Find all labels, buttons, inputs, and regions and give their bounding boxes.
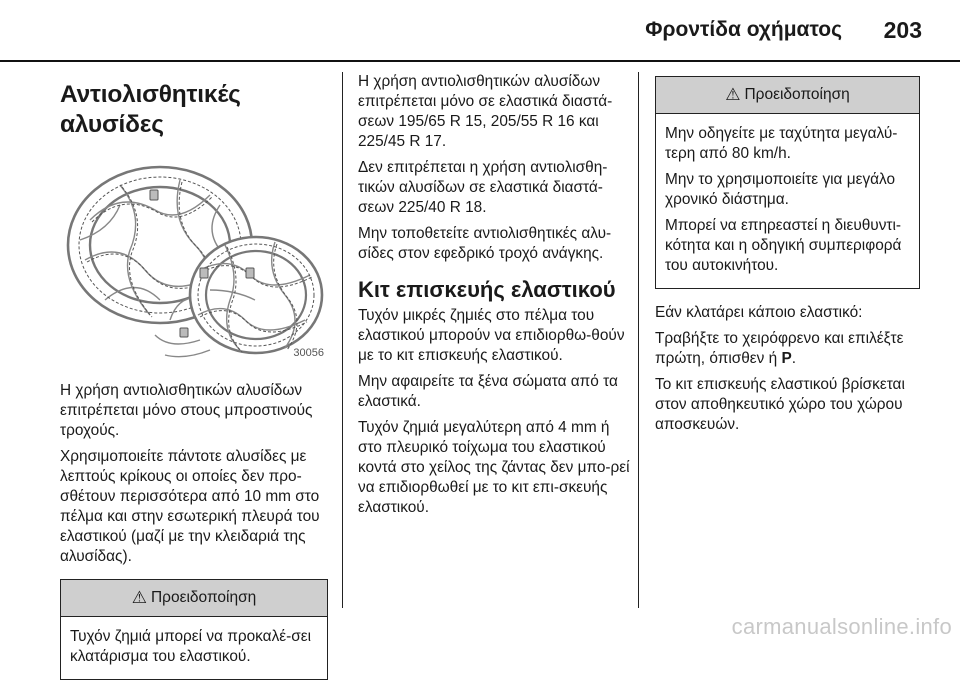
warning-text: Μην το χρησιμοποιείτε για μεγάλο χρονικό διάστημα. xyxy=(665,171,896,208)
paragraph: Τυχόν μικρές ζημιές στο πέλμα του ελαστικού μπορούν να επιδιορθω-θούν με το κιτ επισκευής ελαστικού. xyxy=(358,307,625,364)
paragraph xyxy=(655,329,920,369)
snow-chains-illustration xyxy=(60,150,328,365)
column-1 xyxy=(60,66,328,680)
section-heading-snow-chains: Αντιολισθητικές αλυσίδες xyxy=(60,81,241,138)
paragraph: Δεν επιτρέπεται η χρήση αντιολισθη-τικών αλυσίδων σε ελαστικά διαστά-σεων 225/40 R 18. xyxy=(358,159,608,216)
warning-text: Μπορεί να επηρεαστεί η διευθυντι-κότητα και η οδηγική συμπεριφορά του αυτοκινήτου. xyxy=(665,217,902,274)
paragraph: Μην αφαιρείτε τα ξένα σώματα από τα ελαστικά. xyxy=(358,373,618,410)
header-title: Φροντίδα οχήματος xyxy=(645,18,842,41)
column-3 xyxy=(655,66,920,441)
watermark: carmanualsonline.info xyxy=(731,614,952,639)
warning-text: Τυχόν ζημιά μπορεί να προκαλέ-σει κλατάρισμα του ελαστικού. xyxy=(70,628,312,665)
warning-box xyxy=(655,76,920,289)
paragraph: Χρησιμοποιείτε πάντοτε αλυσίδες με λεπτούς κρίκους οι οποίες δεν προ-σθέτουν περισσότερα από 10 mm στο πέλμα και στην εσωτερική πλευρά του ελαστικού (μαζί με την κλειδαριά της αλυσίδας). xyxy=(60,448,320,565)
paragraph: Η χρήση αντιολισθητικών αλυσίδων επιτρέπεται μόνο στους μπροστινούς τροχούς. xyxy=(60,382,313,439)
warning-triangle-icon: ⚠ xyxy=(725,85,741,104)
column-separator xyxy=(638,72,639,608)
paragraph: Το κιτ επισκευής ελαστικού βρίσκεται στον αποθηκευτικό χώρο του χώρου αποσκευών. xyxy=(655,376,905,433)
column-2 xyxy=(358,72,630,524)
page-number: 203 xyxy=(883,17,922,43)
gear-position-p: P xyxy=(781,350,792,367)
paragraph: Τυχόν ζημιά μεγαλύτερη από 4 mm ή στο πλευρικό τοίχωμα του ελαστικού κοντά στο χείλος της ζάντας δεν μπο-ρεί να επιδιορθωθεί με το κιτ επι-σκευής ελαστικού. xyxy=(358,419,630,516)
warning-title: Προειδοποίηση xyxy=(150,589,257,606)
text-run: . xyxy=(791,350,797,367)
warning-triangle-icon: ⚠ xyxy=(131,588,147,607)
warning-text: Μην οδηγείτε με ταχύτητα μεγαλύ-τερη από 80 km/h. xyxy=(665,125,898,162)
snow-chains-figure xyxy=(60,150,328,365)
warning-title: Προειδοποίηση xyxy=(744,86,850,103)
paragraph: Εάν κλατάρει κάποιο ελαστικό: xyxy=(655,304,863,321)
paragraph: Η χρήση αντιολισθητικών αλυσίδων επιτρέπεται μόνο σε ελαστικά διαστά-σεων 195/65 R 15, 205/55 R 16 και 225/45 R 17. xyxy=(358,73,613,150)
text-run: Τραβήξτε το χειρόφρενο και επιλέξτε πρώτη, όπισθεν ή xyxy=(655,330,904,367)
warning-header xyxy=(656,77,919,114)
page-header xyxy=(0,0,960,62)
section-heading-tyre-repair-kit: Κιτ επισκευής ελαστικού xyxy=(358,277,616,302)
column-separator xyxy=(342,72,343,608)
figure-number: 30056 xyxy=(293,347,324,359)
header-rule xyxy=(0,60,960,62)
warning-body xyxy=(656,114,919,288)
paragraph: Μην τοποθετείτε αντιολισθητικές αλυ-σίδες στον εφεδρικό τροχό ανάγκης. xyxy=(358,225,612,262)
page-footer xyxy=(0,616,960,642)
warning-header xyxy=(61,580,327,617)
